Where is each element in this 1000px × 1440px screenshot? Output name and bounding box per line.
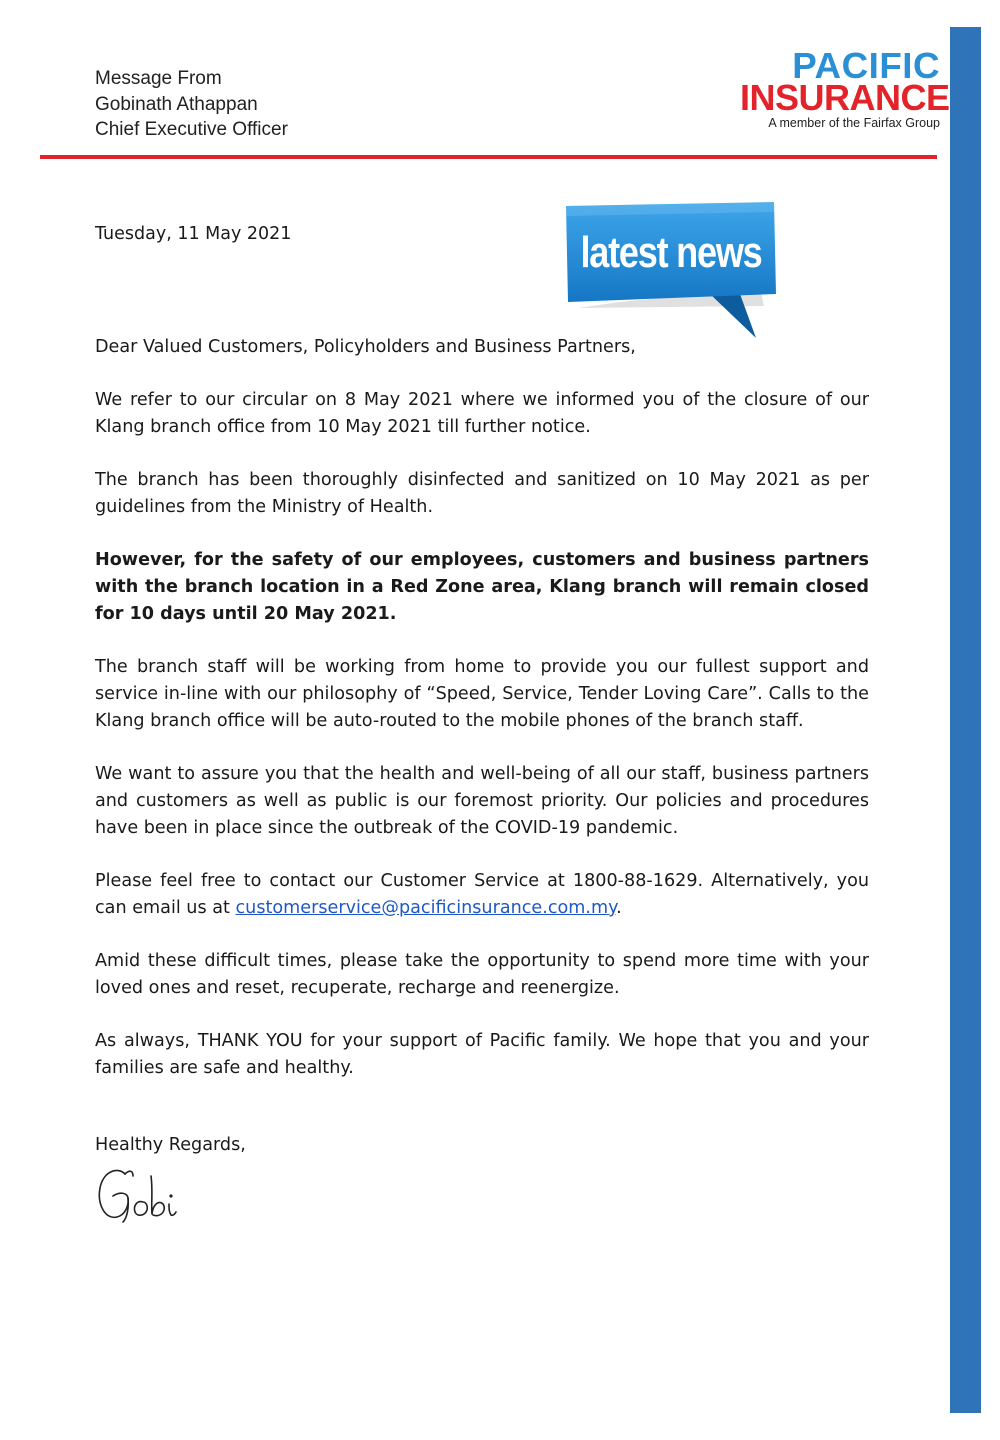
sender-title: Chief Executive Officer — [95, 119, 288, 140]
paragraph-contact — [95, 868, 869, 922]
contact-text-end: . — [616, 897, 622, 918]
paragraph-closure-extension: However, for the safety of our employees, customers and business partners with the branch location in a Red Zone area, Klang branch will remain closed for 10 days until 20 May 2021. — [95, 550, 869, 625]
closing-regards: Healthy Regards, — [95, 1135, 246, 1155]
side-accent-bar — [950, 27, 981, 1413]
company-logo — [740, 45, 950, 131]
paragraph-difficult-times: Amid these difficult times, please take the opportunity to spend more time with your loved ones and reset, recuperate, recharge and reenergize. — [95, 951, 869, 999]
paragraph-assurance: We want to assure you that the health and well-being of all our staff, business partners and customers as well as public is our foremost priority. Our policies and procedures have been in place since the outbreak of the COVID-19 pandemic. — [95, 764, 869, 838]
sender-name: Gobinath Athappan — [95, 93, 258, 115]
sender-block — [95, 66, 288, 143]
header-divider — [40, 155, 937, 159]
contact-text: Please feel free to contact our Customer Service at 1800-88-1629. Alternatively, you can email us at — [95, 871, 869, 918]
logo-insurance-text: INSURANCE — [740, 77, 950, 118]
letter-body — [95, 334, 869, 1108]
handwritten-signature-icon — [95, 1162, 195, 1226]
letter-date: Tuesday, 11 May 2021 — [95, 224, 292, 244]
paragraph-thank-you: As always, THANK YOU for your support of Pacific family. We hope that you and your families are safe and healthy. — [95, 1031, 869, 1079]
latest-news-text: latest news — [580, 228, 762, 277]
latest-news-badge — [560, 198, 782, 342]
logo-pacific-text: PACIFIC — [792, 45, 940, 86]
paragraph-work-from-home: The branch staff will be working from home to provide you our fullest support and service in-line with our philosophy of “Speed, Service, Tender Loving Care”. Calls to the Klang branch office will be auto-routed to the mobile phones of the branch staff. — [95, 657, 869, 731]
logo-tagline: A member of the Fairfax Group — [768, 116, 940, 130]
customer-service-email-link[interactable]: customerservice@pacificinsurance.com.my — [235, 897, 617, 918]
paragraph-disinfection: The branch has been thoroughly disinfected and sanitized on 10 May 2021 as per guidelines from the Ministry of Health. — [95, 470, 869, 518]
message-from-label: Message From — [95, 68, 222, 89]
salutation: Dear Valued Customers, Policyholders and Business Partners, — [95, 337, 636, 357]
signature — [95, 1162, 195, 1226]
paragraph-closure-notice: We refer to our circular on 8 May 2021 where we informed you of the closure of our Klang branch office from 10 May 2021 till further notice. — [95, 390, 869, 438]
